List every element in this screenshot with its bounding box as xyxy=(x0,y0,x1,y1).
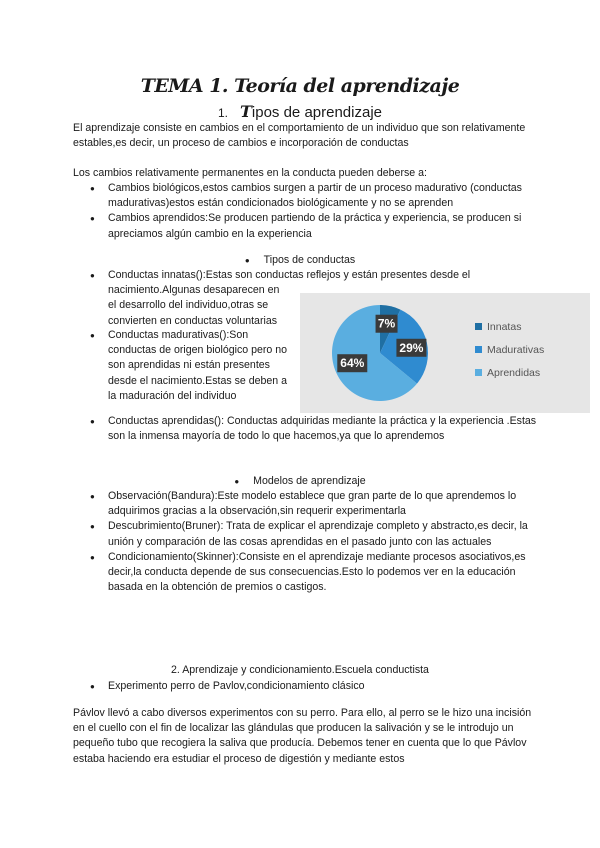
models-list xyxy=(73,489,538,595)
section-1-number: 1. xyxy=(217,106,228,120)
pavlov-list xyxy=(73,679,543,694)
legend-label-innatas: Innatas xyxy=(487,321,522,333)
pie-label-innatas xyxy=(376,315,398,333)
list-item: ● Descubrimiento(Bruner): Trata de explicar el aprendizaje completo y abstracto,es decir, la unión y comparación de las cosas aprendidas en el pasado junto con las actuales xyxy=(73,519,538,549)
svg-text:29%: 29% xyxy=(399,340,424,355)
models-heading: ● Modelos de aprendizaje xyxy=(234,475,366,487)
svg-text:7%: 7% xyxy=(377,316,396,331)
pavlov-paragraph: Pávlov llevó a cabo diversos experimentos con su perro. Para ello, al perro se le hizo una incisión en el cuello con el fin de localizar las glándulas que producen la salivación y se le introdujo un pequeño tubo que recogiera la saliva que producía. Debemos tener en cuenta que lo que Pávlov estaba haciendo era estudiar el proceso de digestión y mediante estos xyxy=(73,707,532,765)
causes-list xyxy=(73,181,543,242)
types-heading-text: Tipos de conductas xyxy=(263,254,356,266)
list-item: ● Conductas madurativas():Son conductas de origen biológico pero no son aprendidas ni están presentes desde el nacimiento.Estas se deben a la maduración del individuo xyxy=(73,328,288,404)
legend-swatch-aprendidas xyxy=(475,369,482,376)
list-item: ● Observación(Bandura):Este modelo establece que gran parte de lo que aprendemos lo adquirimos gracias a la observación,sin requerir experimentarla xyxy=(73,489,538,519)
types-list-madurativas xyxy=(73,328,288,404)
svg-text:64%: 64% xyxy=(340,356,365,371)
legend-swatch-madurativas xyxy=(475,346,482,353)
list-item: ● Cambios biológicos,estos cambios surgen a partir de un proceso madurativo (conductas madurativas)estos están condicionados biológicamente y no se aprenden xyxy=(73,181,543,211)
section-2-heading: 2. Aprendizaje y condicionamiento.Escuela conductista xyxy=(171,664,429,676)
types-list-aprendidas xyxy=(73,414,543,444)
pie-chart-svg xyxy=(300,293,590,413)
section-1-first-letter: T xyxy=(240,102,252,121)
legend-swatch-innatas xyxy=(475,323,482,330)
list-item: ● Cambios aprendidos:Se producen partiendo de la práctica y experiencia, se producen si apreciamos algún cambio en la experiencia xyxy=(73,211,543,241)
page-title: TEMA 1. Teoría del aprendizaje xyxy=(140,75,460,97)
pie-label-aprendidas xyxy=(337,354,367,372)
innatas-first-line: ● Conductas innatas():Estas son conductas reflejos y están presentes desde el xyxy=(108,269,471,281)
section-1-heading xyxy=(0,103,600,122)
innatas-rest: nacimiento.Algunas desaparecen en el desarrollo del individuo,otras se convierten en conductas voluntarias xyxy=(108,284,280,327)
legend-label-aprendidas: Aprendidas xyxy=(487,367,541,379)
behavior-types-pie-chart xyxy=(300,293,590,413)
list-item: ● Condicionamiento(Skinner):Consiste en el aprendizaje mediante procesos asociativos,es decir,la conducta depende de sus consecuencias.Esto lo podemos ver en la educación basada en la obtención de premios o castigos. xyxy=(73,550,538,596)
legend-label-madurativas: Madurativas xyxy=(487,344,545,356)
types-heading: ● Tipos de conductas xyxy=(244,254,356,266)
list-item: ● Experimento perro de Pavlov,condicionamiento clásico xyxy=(73,679,543,694)
intro-paragraph: El aprendizaje consiste en cambios en el comportamiento de un individuo que son relativamente estables,es decir, un proceso de cambios e incorporación de conductas xyxy=(73,122,526,150)
causes-intro: Los cambios relativamente permanentes en la conducta pueden deberse a: xyxy=(73,167,427,179)
section-1-title: ipos de aprendizaje xyxy=(251,104,382,121)
pie-label-madurativas xyxy=(396,339,426,357)
list-item: ● Conductas aprendidas(): Conductas adquiridas mediante la práctica y la experiencia .Estas son la inmensa mayoría de todo lo que hacemos,ya que lo aprendemos xyxy=(73,414,543,444)
models-heading-text: Modelos de aprendizaje xyxy=(253,475,366,487)
